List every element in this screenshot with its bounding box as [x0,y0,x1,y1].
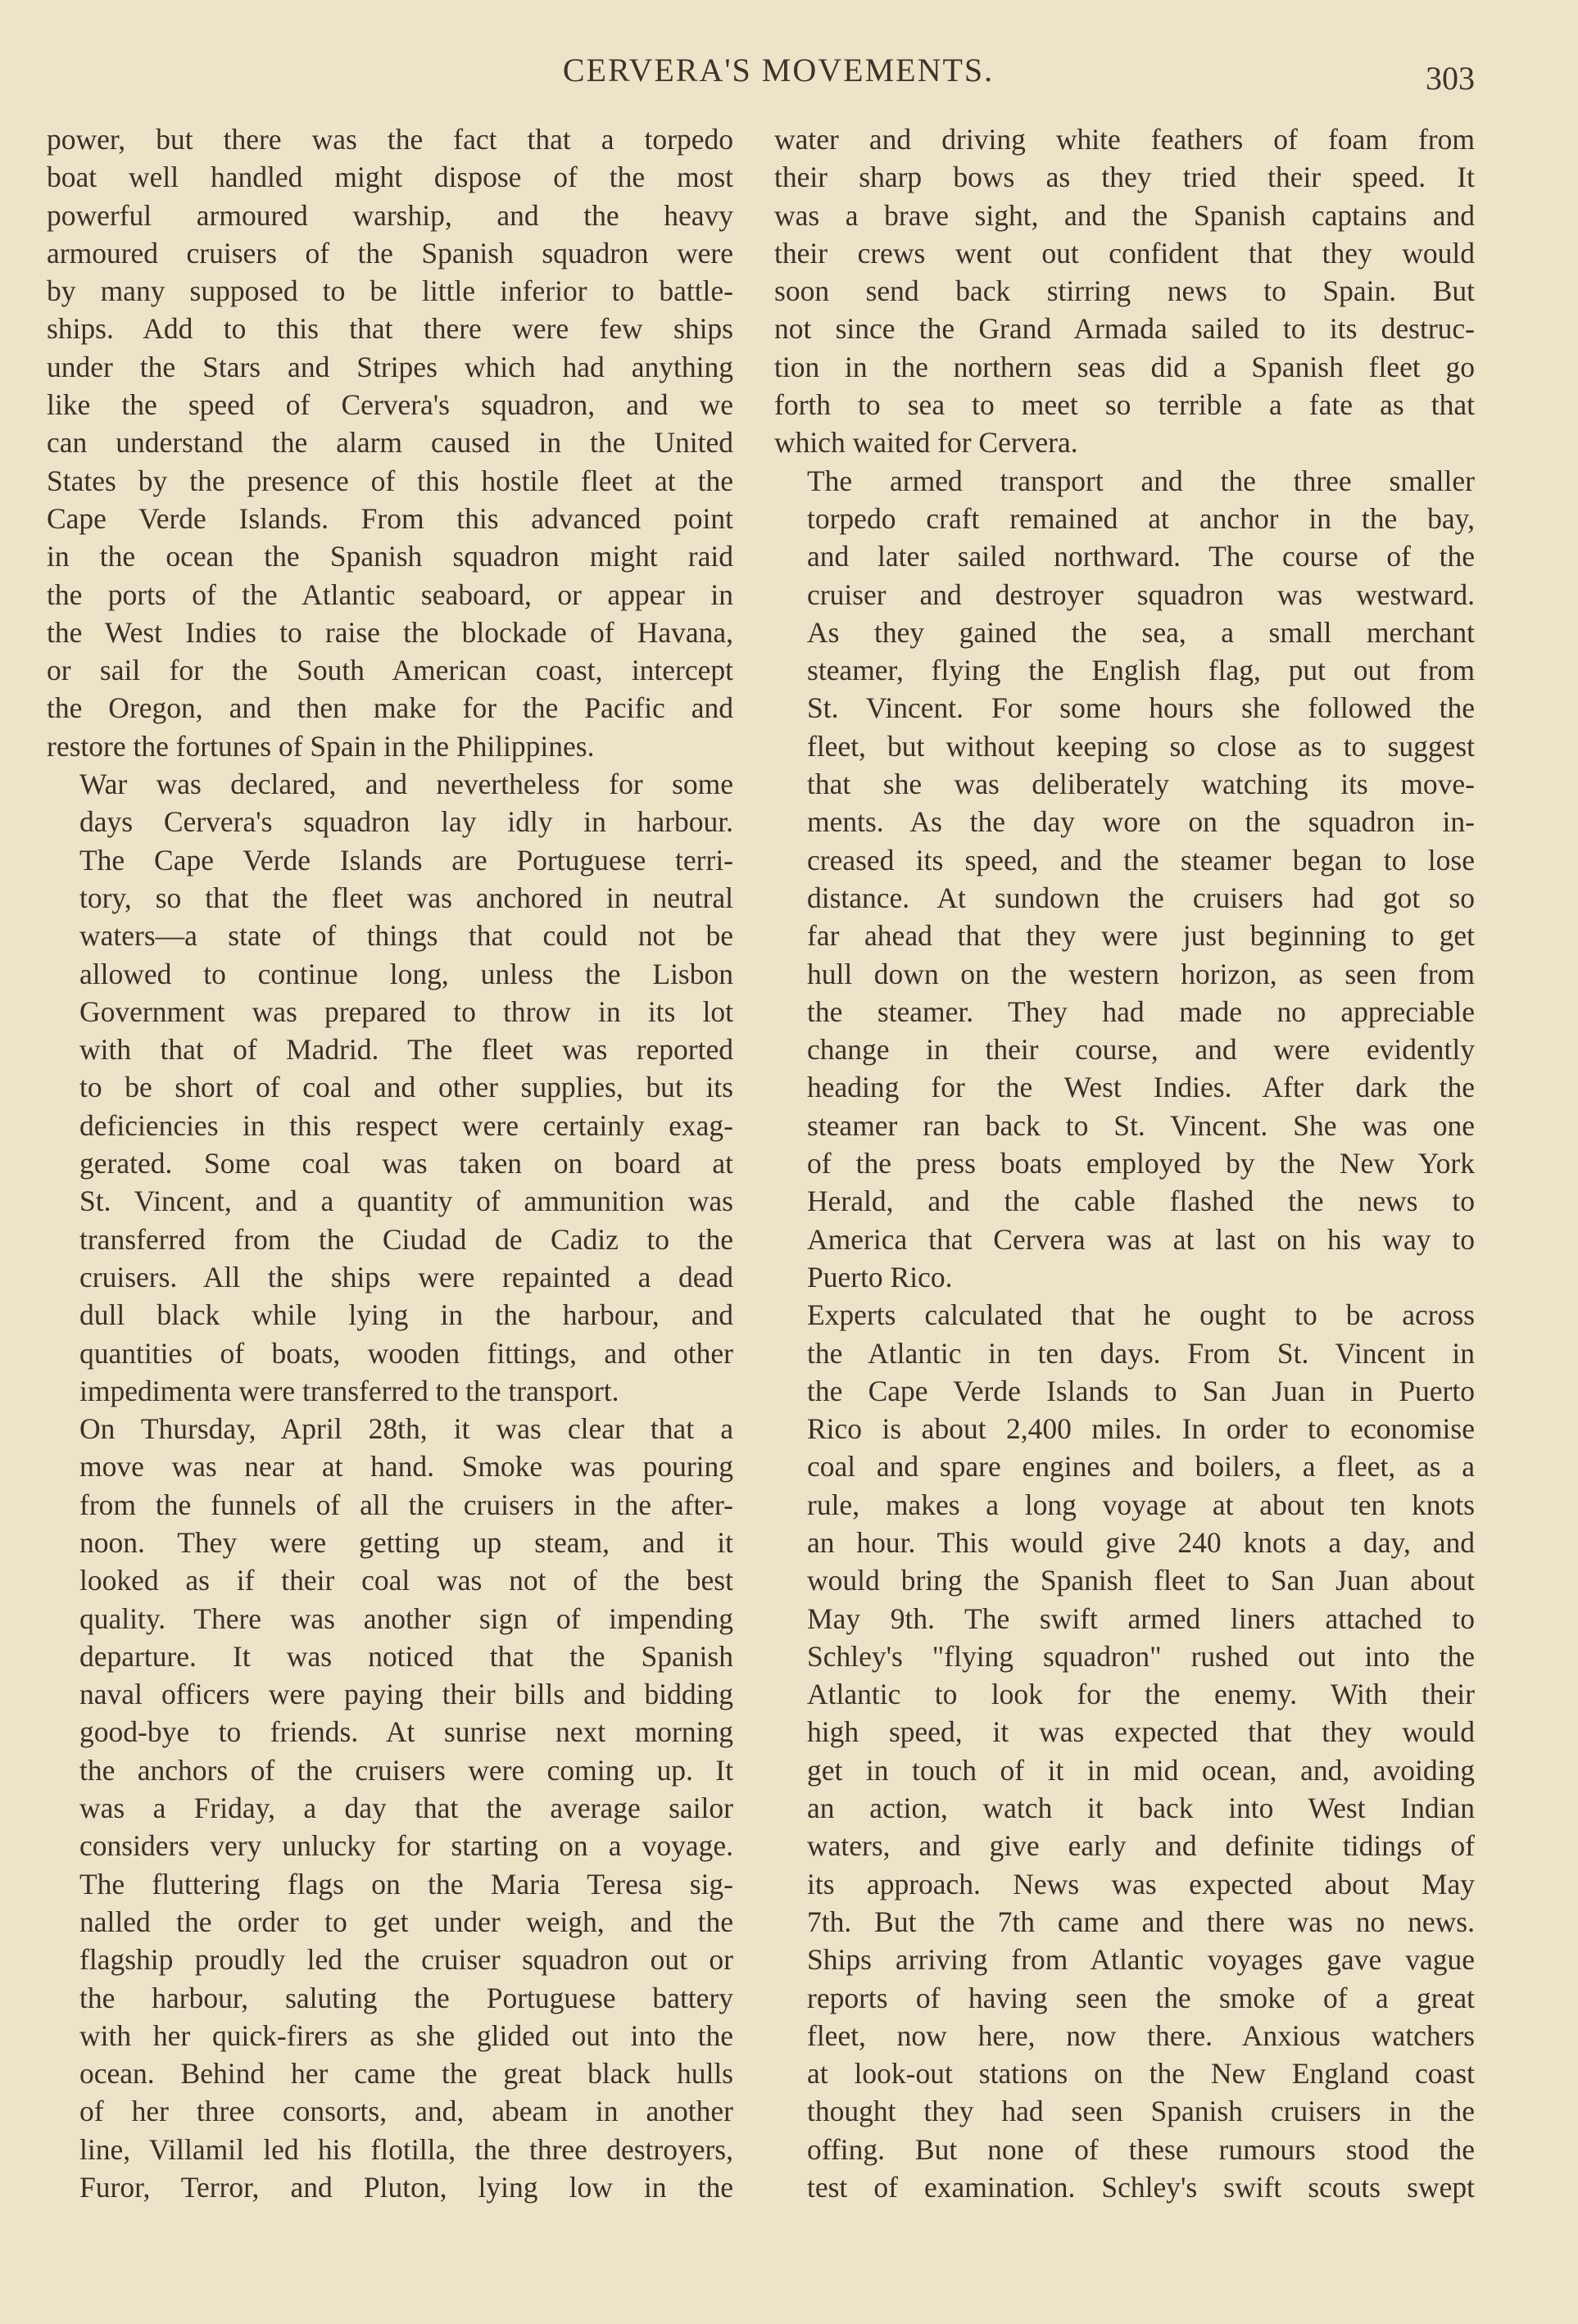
text-line: water and driving white feathers of foam from [774,123,1475,156]
text-line: flagship proudly led the cruiser squadron out or [79,1943,733,1977]
text-line: to be short of coal and other supplies, but its [79,1071,733,1104]
text-line: hull down on the western horizon, as seen from [807,957,1475,990]
text-line: ships. Add to this that there were few ships [47,312,733,346]
text-line: quantities of boats, wooden fittings, and other [79,1336,733,1370]
text-line: gerated. Some coal was taken on board at [79,1147,733,1180]
text-line: move was near at hand. Smoke was pouring [79,1450,733,1484]
text-line: Furor, Terror, and Pluton, lying low in the [79,2171,733,2204]
text-line: the ports of the Atlantic seaboard, or appear in [47,578,733,611]
text-line: naval officers were paying their bills and bidding [79,1678,733,1711]
text-line: the West Indies to raise the blockade of Havana, [47,615,733,649]
text-line: its approach. News was expected about May [807,1867,1475,1900]
text-line: boat well handled might dispose of the most [47,161,733,194]
text-line: dull black while lying in the harbour, and [79,1298,733,1332]
text-line: allowed to continue long, unless the Lisbon [79,957,733,990]
text-line: change in their course, and were evidently [807,1033,1475,1067]
text-line: from the funnels of all the cruisers in the after- [79,1488,733,1521]
text-line: forth to sea to meet so terrible a fate as that [774,388,1475,422]
text-line: As they gained the sea, a small merchant [807,615,1475,649]
text-line: waters—a state of things that could not be [79,919,733,953]
text-line: noon. They were getting up steam, and it [79,1525,733,1559]
text-line: Experts calculated that he ought to be across [807,1298,1475,1332]
text-line: an hour. This would give 240 knots a day, and [807,1525,1475,1559]
text-line: Ships arriving from Atlantic voyages gave vague [807,1943,1475,1977]
text-line: armoured cruisers of the Spanish squadron were [47,236,733,270]
text-line: not since the Grand Armada sailed to its destruc- [774,312,1475,346]
text-line: good-bye to friends. At sunrise next morning [79,1715,733,1749]
text-line: in the ocean the Spanish squadron might raid [47,540,733,573]
text-line: fleet, now here, now there. Anxious watchers [807,2018,1475,2052]
text-line: offing. But none of these rumours stood the [807,2132,1475,2166]
text-line: with her quick-firers as she glided out into the [79,2018,733,2052]
text-line: fleet, but without keeping so close as to suggest [807,729,1475,763]
text-line: Atlantic to look for the enemy. With their [807,1678,1475,1711]
text-line: reports of having seen the smoke of a great [807,1981,1475,2014]
text-line: would bring the Spanish fleet to San Juan about [807,1564,1475,1597]
text-line: the anchors of the cruisers were coming up. It [79,1753,733,1787]
text-line: can understand the alarm caused in the United [47,426,733,460]
text-line: with that of Madrid. The fleet was reported [79,1033,733,1067]
text-line: and later sailed northward. The course of the [807,540,1475,573]
text-line: May 9th. The swift armed liners attached to [807,1601,1475,1635]
left-paragraph-2 [47,765,733,1410]
text-line: considers very unlucky for starting on a voyage. [79,1829,733,1863]
text-line: of her three consorts, and, abeam in another [79,2095,733,2128]
text-line: the Oregon, and then make for the Pacific and [47,691,733,725]
left-paragraph-1 [47,120,733,765]
text-line: steamer ran back to St. Vincent. She was one [807,1108,1475,1142]
left-column [47,120,733,2206]
text-line: departure. It was noticed that the Spanish [79,1639,733,1673]
text-line: nalled the order to get under weigh, and the [79,1905,733,1938]
text-line: Cape Verde Islands. From this advanced point [47,501,733,535]
text-line: deficiencies in this respect were certainly exag- [79,1108,733,1142]
text-line: under the Stars and Stripes which had anything [47,350,733,383]
text-line: cruiser and destroyer squadron was westward. [807,578,1475,611]
left-paragraph-3 [47,1410,733,2206]
text-line: America that Cervera was at last on his way to [807,1222,1475,1256]
text-line: far ahead that they were just beginning to get [807,919,1475,953]
text-line: at look-out stations on the New England coast [807,2057,1475,2091]
text-line: heading for the West Indies. After dark the [807,1071,1475,1104]
text-line: Schley's "flying squadron" rushed out into the [807,1639,1475,1673]
right-paragraph-1 [774,120,1475,462]
text-line: days Cervera's squadron lay idly in harbour. [79,805,733,839]
text-line: or sail for the South American coast, intercept [47,654,733,687]
text-line: the harbour, saluting the Portuguese battery [79,1981,733,2014]
text-line: distance. At sundown the cruisers had got so [807,881,1475,914]
text-line: their sharp bows as they tried their speed. It [774,161,1475,194]
text-line: high speed, it was expected that they would [807,1715,1475,1749]
text-line: Herald, and the cable flashed the news to [807,1185,1475,1218]
text-line: the steamer. They had made no appreciable [807,994,1475,1028]
text-line: by many supposed to be little inferior to battle- [47,274,733,308]
text-line: which waited for Cervera. [774,426,1078,460]
text-line: rule, makes a long voyage at about ten knots [807,1488,1475,1521]
text-line: On Thursday, April 28th, it was clear that a [79,1412,733,1446]
text-line: their crews went out confident that they would [774,236,1475,270]
text-line: transferred from the Ciudad de Cadiz to the [79,1222,733,1256]
right-paragraph-2 [774,462,1475,1297]
text-line: soon send back stirring news to Spain. But [774,274,1475,308]
text-line: creased its speed, and the steamer began to lose [807,843,1475,877]
text-line: steamer, flying the English flag, put out from [807,654,1475,687]
right-column [774,120,1475,2206]
text-line: St. Vincent, and a quantity of ammunition was [79,1185,733,1218]
text-line: powerful armoured warship, and the heavy [47,198,733,232]
text-line: tory, so that the fleet was anchored in neutral [79,881,733,914]
text-line: quality. There was another sign of impending [79,1601,733,1635]
text-line: was a Friday, a day that the average sailor [79,1792,733,1825]
text-line: test of examination. Schley's swift scouts swept [807,2171,1475,2204]
text-line: cruisers. All the ships were repainted a dead [79,1260,733,1293]
text-line: the Cape Verde Islands to San Juan in Puerto [807,1374,1475,1407]
text-line: Government was prepared to throw in its lot [79,994,733,1028]
text-line: thought they had seen Spanish cruisers in the [807,2095,1475,2128]
text-line: an action, watch it back into West Indian [807,1792,1475,1825]
text-line: the Atlantic in ten days. From St. Vincent in [807,1336,1475,1370]
text-line: 7th. But the 7th came and there was no news. [807,1905,1475,1938]
text-line: St. Vincent. For some hours she followed the [807,691,1475,725]
text-line: power, but there was the fact that a torpedo [47,123,733,156]
running-head-title: CERVERA'S MOVEMENTS. [562,52,995,88]
page-number: 303 [1426,60,1475,97]
text-line: looked as if their coal was not of the best [79,1564,733,1597]
text-line: line, Villamil led his flotilla, the three destroyers, [79,2132,733,2166]
text-line: The armed transport and the three smaller [807,464,1475,497]
text-line: War was declared, and nevertheless for some [79,768,733,801]
text-line: that she was deliberately watching its move- [807,768,1475,801]
right-paragraph-3 [774,1296,1475,2206]
text-line: Puerto Rico. [807,1260,953,1293]
text-line: The Cape Verde Islands are Portuguese terri- [79,843,733,877]
text-line: restore the fortunes of Spain in the Philippines. [47,729,595,763]
text-line: coal and spare engines and boilers, a fleet, as a [807,1450,1475,1484]
text-line: The fluttering flags on the Maria Teresa sig- [79,1867,733,1900]
text-line: waters, and give early and definite tidings of [807,1829,1475,1863]
text-line: Rico is about 2,400 miles. In order to economise [807,1412,1475,1446]
text-line: like the speed of Cervera's squadron, and we [47,388,733,422]
text-line: of the press boats employed by the New York [807,1147,1475,1180]
text-line: ments. As the day wore on the squadron in- [807,805,1475,839]
text-line: impedimenta were transferred to the transport. [79,1374,619,1407]
text-line: torpedo craft remained at anchor in the bay, [807,501,1475,535]
text-line: was a brave sight, and the Spanish captains and [774,198,1475,232]
text-line: ocean. Behind her came the great black hulls [79,2057,733,2091]
text-line: get in touch of it in mid ocean, and, avoiding [807,1753,1475,1787]
text-line: tion in the northern seas did a Spanish fleet go [774,350,1475,383]
text-line: States by the presence of this hostile fleet at the [47,464,733,497]
